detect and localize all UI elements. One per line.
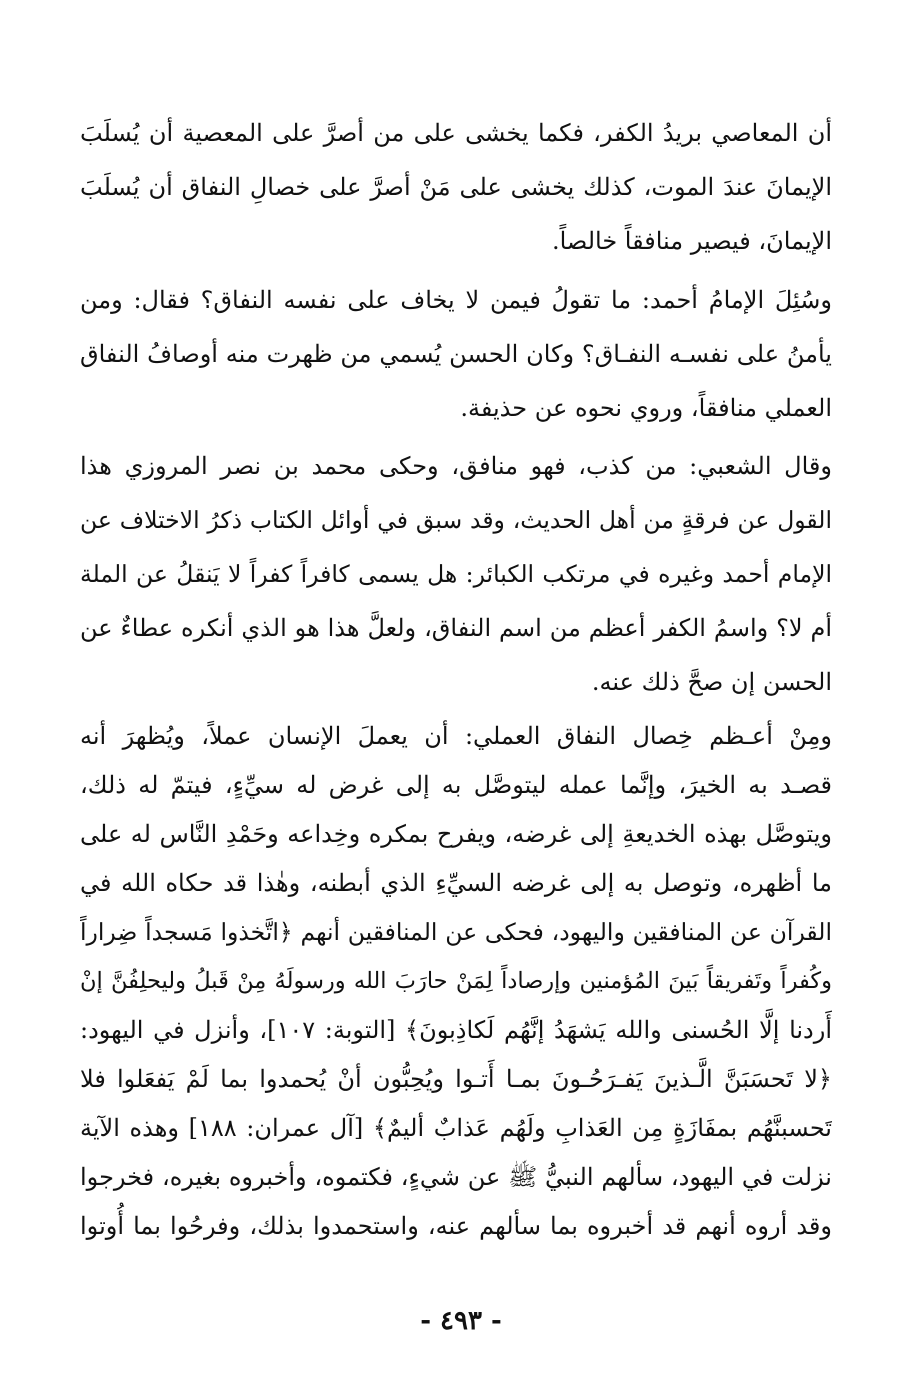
- paragraph-line: الإمام أحمد وغيره في مرتكب الكبائر: هل يسمى كافراً كفراً لا يَنقلُ عن الملة: [80, 560, 832, 588]
- paragraph-line: القرآن عن المنافقين واليهود، فحكى عن المنافقين أنهم ﴿اتَّخذوا مَسجداً ضِراراً: [80, 918, 832, 946]
- paragraph-line: ﴿لا تَحسَبَنَّ الَّـذينَ يَفـرَحُـونَ بمـا أَتـوا ويُحِبُّون أنْ يُحمدوا بما لَمْ يَفعَلوا فلا: [80, 1065, 832, 1093]
- paragraph-line: تَحسبنَّهُم بمفَازَةٍ مِن العَذابِ ولَهُم عَذابٌ أليمٌ﴾ [آل عمران: ١٨٨] وهذه الآية: [80, 1114, 832, 1142]
- paragraph-2: [80, 273, 832, 435]
- paragraph-line: وقد أروه أنهم قد أخبروه بما سألهم عنه، واستحمدوا بذلك، وفرحُوا بما أُوتوا: [80, 1212, 832, 1240]
- paragraph-line: وسُئِلَ الإمامُ أحمد: ما تقولُ فيمن لا يخاف على نفسه النفاق؟ فقال: ومن: [80, 286, 832, 314]
- paragraph-line: وكُفراً وتَفريقاً بَينَ المُؤمنين وإرصاداً لِمَنْ حارَبَ الله ورسولَهُ مِنْ قَبلُ وليحلِفُنَّ إنْ: [80, 968, 832, 994]
- paragraph-line: العملي منافقاً، وروي نحوه عن حذيفة.: [460, 394, 832, 422]
- paragraph-line: الإيمانَ، فيصير منافقاً خالصاً.: [551, 227, 832, 255]
- page-number: - ٤٩٣ -: [420, 1306, 502, 1336]
- paragraph-line: أن المعاصي بريدُ الكفر، فكما يخشى على من أصرَّ على المعصية أن يُسلَبَ: [80, 119, 832, 147]
- paragraph-1: [80, 106, 832, 268]
- paragraph-line: ويتوصَّل بهذه الخديعةِ إلى غرضه، ويفرح بمكره وخِداعه وحَمْدِ النَّاس له على: [80, 820, 832, 848]
- paragraph-line: الحسن إن صحَّ ذلك عنه.: [591, 668, 832, 696]
- paragraph-4: [80, 712, 832, 1251]
- paragraph-3: [80, 439, 832, 709]
- paragraph-line: يأمنُ على نفسـه النفـاق؟ وكان الحسن يُسمي من ظهرت منه أوصافُ النفاق: [80, 340, 832, 368]
- paragraph-line: وقال الشعبي: من كذب، فهو منافق، وحكى محمد بن نصر المروزي هذا: [80, 452, 832, 480]
- paragraph-line: أَردنا إلَّا الحُسنى والله يَشهَدُ إنَّهُم لَكاذِبونَ﴾ [التوبة: ١٠٧]، وأنزل في اليهود:: [80, 1016, 832, 1044]
- paragraph-line: قصـد به الخيرَ، وإنَّما عمله ليتوصَّل به إلى غرض له سيِّءٍ، فيتمّ له ذلك،: [80, 771, 832, 799]
- paragraph-line: الإيمانَ عندَ الموت، كذلك يخشى على مَنْ أصرَّ على خصالِ النفاق أن يُسلَبَ: [80, 173, 832, 201]
- paragraph-line: القول عن فرقةٍ من أهل الحديث، وقد سبق في أوائل الكتاب ذكرُ الاختلاف عن: [80, 506, 832, 534]
- paragraph-line: ومِنْ أعـظم خِصال النفاق العملي: أن يعملَ الإنسان عملاً، ويُظهرَ أنه: [80, 722, 832, 750]
- paragraph-line: ما أظهره، وتوصل به إلى غرضه السيِّءِ الذي أبطنه، وهٰذا قد حكاه الله في: [80, 869, 832, 897]
- paragraph-line: نزلت في اليهود، سألهم النبيُّ ﷺ عن شيءٍ، فكتموه، وأخبروه بغيره، فخرجوا: [80, 1163, 832, 1191]
- paragraph-line: أم لا؟ واسمُ الكفر أعظم من اسم النفاق، ولعلَّ هذا هو الذي أنكره عطاءٌ عن: [80, 614, 832, 642]
